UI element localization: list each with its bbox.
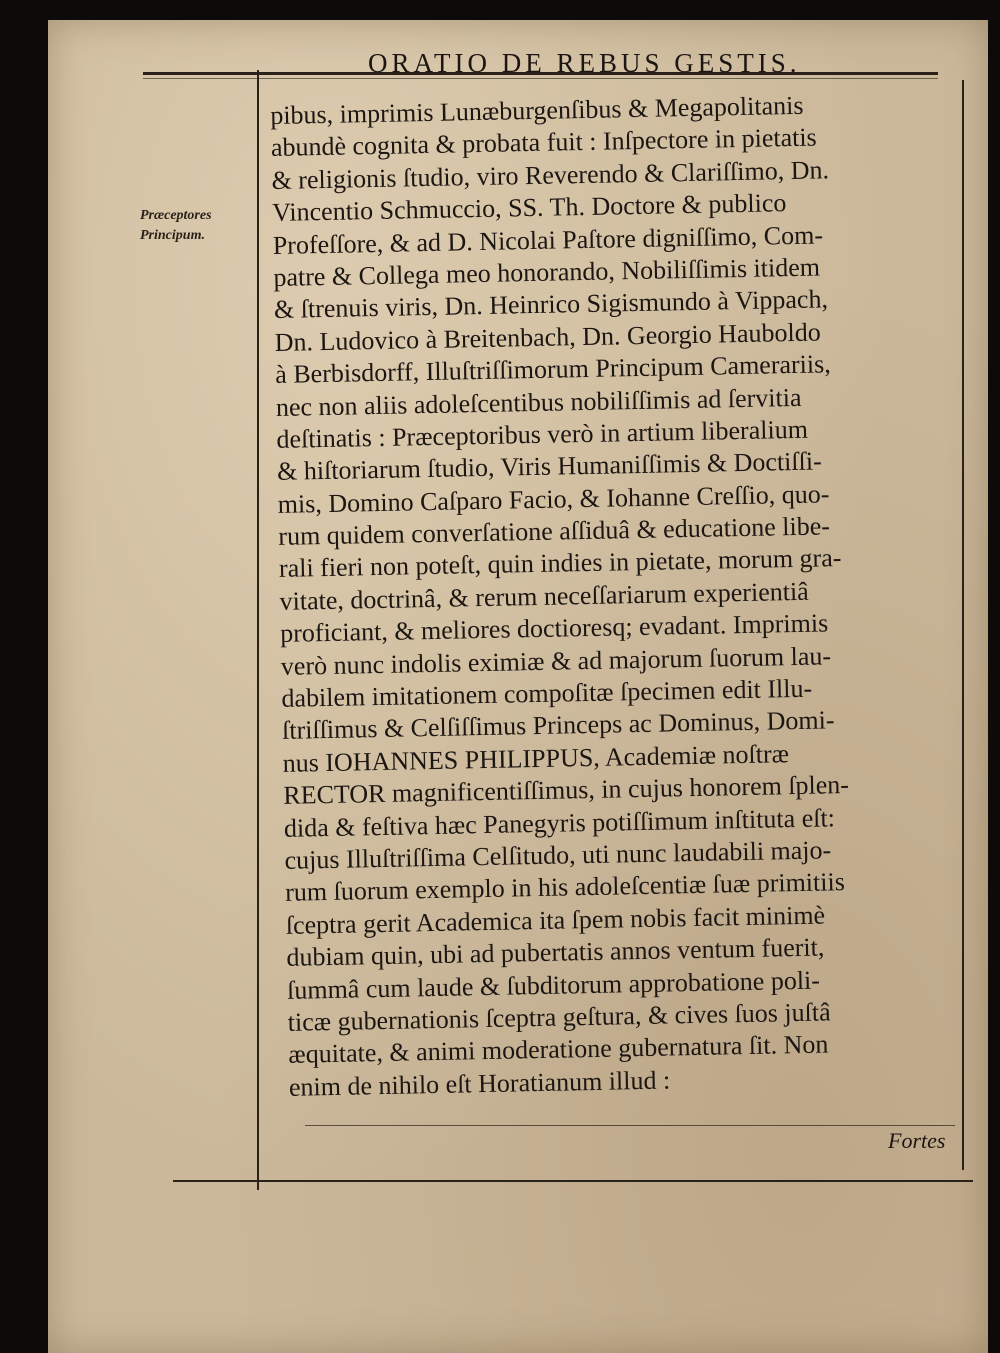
text-line: & hiſtoriarum ſtudio, Viris Humaniſſimis & Doctiſſi-: [276, 446, 822, 487]
text-line: nec non aliis adoleſcentibus nobiliſſimis ad ſervitia: [275, 382, 802, 422]
text-line: Dn. Ludovico à Breitenbach, Dn. Georgio Hauboldo: [274, 317, 821, 357]
text-line: patre & Collega meo honorando, Nobiliſſimis itidem: [273, 252, 821, 292]
text-line: & ſtrenuis viris, Dn. Heinrico Sigismundo à Vippach,: [273, 284, 829, 325]
text-bottom-rule: [305, 1125, 955, 1126]
text-line: rali fieri non poteſt, quin indies in pietate, morum gra-: [278, 543, 842, 584]
margin-rule: [257, 70, 259, 1190]
text-line: ticæ gubernationis ſceptra geſtura, & cives ſuos juſtâ: [287, 997, 831, 1037]
margin-note-line: Principum.: [140, 228, 205, 243]
text-line: ſummâ cum laude & ſubditorum approbatione poli-: [286, 965, 821, 1005]
text-line: dida & feſtiva hæc Panegyris potiſſimum inſtituta eſt:: [283, 802, 836, 843]
catchword: Fortes: [888, 1128, 946, 1153]
text-line: nus IOHANNES PHILIPPUS, Academiæ noſtræ: [282, 738, 790, 778]
footer-rule: [173, 1180, 973, 1182]
running-title: ORATIO DE REBUS GESTIS.: [368, 48, 801, 78]
text-line: rum quidem converſatione aſſiduâ & educatione libe-: [278, 511, 831, 551]
body-text: [270, 87, 979, 1104]
text-line: deſtinatis : Præceptoribus verò in artium liberalium: [276, 414, 809, 454]
text-line: à Berbisdorff, Illuſtriſſimorum Principum Camerariis,: [274, 349, 831, 390]
text-line: enim de nihilo eſt Horatianum illud :: [288, 1065, 671, 1102]
text-line: Profeſſore, & ad D. Nicolai Paſtore digniſſimo, Com-: [272, 219, 824, 260]
text-line: rum ſuorum exemplo in his adoleſcentiæ ſuæ primitiis: [284, 867, 846, 908]
text-line: Vincentio Schmuccio, SS. Th. Doctore & publico: [271, 188, 787, 228]
margin-note: [140, 206, 212, 246]
margin-note-line: Præceptores: [140, 208, 212, 223]
book-page: [48, 20, 988, 1353]
text-line: ſtriſſimus & Celſiſſimus Princeps ac Dominus, Domi-: [281, 705, 835, 746]
text-line: verò nunc indolis eximiæ & ad majorum ſuorum lau-: [280, 640, 832, 681]
text-line: mis, Domino Caſparo Facio, & Iohanne Creſſio, quo-: [277, 479, 830, 519]
text-line: dabilem imitationem compoſitæ ſpecimen edit Illu-: [281, 673, 813, 713]
text-line: pibus, imprimis Lunæburgenſibus & Megapolitanis: [270, 90, 804, 130]
text-line: æquitate, & animi moderatione gubernatura ſit. Non: [288, 1029, 829, 1070]
text-line: dubiam quin, ubi ad pubertatis annos ventum fuerit,: [286, 932, 825, 972]
text-line: abundè cognita & probata fuit : Inſpectore in pietatis: [270, 122, 817, 163]
text-line: vitate, doctrinâ, & rerum neceſſariarum experientiâ: [279, 576, 809, 616]
text-line: proficiant, & meliores doctioresq; evadant. Imprimis: [279, 608, 829, 649]
text-line: cujus Illuſtriſſima Celſitudo, uti nunc laudabili majo-: [284, 835, 832, 875]
text-line: ſceptra gerit Academica ita ſpem nobis facit minimè: [285, 900, 826, 940]
text-line: RECTOR magnificentiſſimus, in cujus honorem ſplen-: [283, 770, 850, 811]
text-line: & religionis ſtudio, viro Reverendo & Clariſſimo, Dn.: [271, 155, 830, 195]
